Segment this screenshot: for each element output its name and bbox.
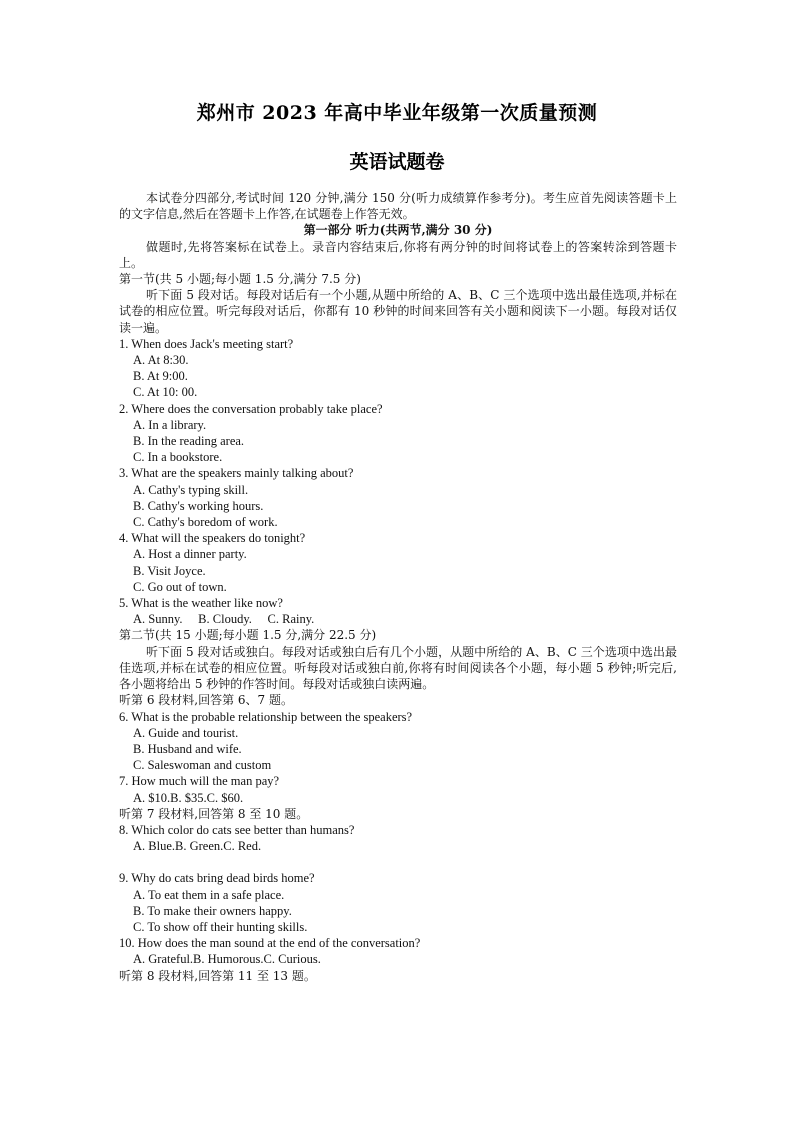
options-inline: A. Grateful.B. Humorous.C. Curious. [133,952,321,967]
exam-body [119,190,677,984]
option-a: A. Sunny. [133,612,183,627]
option-c: C. To show off their hunting skills. [133,919,308,934]
question-stem: 1. When does Jack's meeting start? [119,336,294,351]
exam-title: 郑州市 2023 年高中毕业年级第一次质量预测 [196,102,598,124]
option-a: A. Guide and tourist. [133,725,239,740]
material-note: 听第 7 段材料,回答第 8 至 10 题。 [119,806,309,821]
intro-paragraph: 本试卷分四部分,考试时间 120 分钟,满分 150 分(听力成绩算作参考分)。考生应首先阅读答题卡上的文字信息,然后在答题卡上作答,在试题卷上作答无效。 [119,191,677,222]
question-stem: 10. How does the man sound at the end of the conversation? [119,936,421,951]
option-c: C. Saleswoman and custom [133,758,272,773]
option-a: A. To eat them in a safe place. [133,887,285,902]
section1-instruction: 听下面 5 段对话。每段对话后有一个小题,从题中所给的 A、B、C 三个选项中选出最佳选项,并标在试卷的相应位置。听完每段对话后，你都有 10 秒钟的时间来回答有关小题和阅读下一小题。每段对话仅读一遍。 [119,288,677,335]
option-a: A. Cathy's typing skill. [133,482,249,497]
section2-heading: 第二节(共 15 小题;每小题 1.5 分,满分 22.5 分) [119,628,377,643]
question-stem: 9. Why do cats bring dead birds home? [119,871,315,886]
option-a: A. In a library. [133,417,207,432]
question-stem: 4. What will the speakers do tonight? [119,531,306,546]
options-inline: A. Blue.B. Green.C. Red. [133,839,262,854]
question-stem: 8. Which color do cats see better than humans? [119,822,355,837]
option-c: C. In a bookstore. [133,450,223,465]
question-stem: 7. How much will the man pay? [119,774,280,789]
material-note: 听第 6 段材料,回答第 6、7 题。 [119,693,293,708]
option-a: A. Host a dinner party. [133,547,247,562]
part1-heading: 第一部分 听力(共两节,满分 30 分) [303,223,493,238]
option-a: A. At 8:30. [133,353,189,368]
option-b: B. At 9:00. [133,369,188,384]
blank-line [119,854,677,870]
section2-instruction: 听下面 5 段对话或独白。每段对话或独白后有几个小题，从题中所给的 A、B、C 三个选项中选出最佳选项,并标在试卷的相应位置。听每段对话或独白前,你将有时间阅读各个小题，每小题 5 秒钟;听完后,各小题将给出 5 秒钟的作答时间。每段对话或独白读两遍。 [119,644,677,692]
option-c: C. Rainy. [267,612,315,627]
option-b: B. Cathy's working hours. [133,498,264,513]
option-b: B. Cloudy. [198,612,252,627]
question-stem: 5. What is the weather like now? [119,596,283,611]
question-stem: 6. What is the probable relationship between the speakers? [119,709,413,724]
question-stem: 2. Where does the conversation probably take place? [119,401,383,416]
option-b: B. In the reading area. [133,434,245,449]
options-inline: A. $10.B. $35.C. $60. [133,790,244,805]
question-stem: 3. What are the speakers mainly talking about? [119,466,354,481]
option-b: B. Visit Joyce. [133,563,206,578]
material-note: 听第 8 段材料,回答第 11 至 13 题。 [119,968,316,983]
option-b: B. To make their owners happy. [133,903,292,918]
exam-subtitle: 英语试题卷 [349,151,445,173]
option-c: C. At 10: 00. [133,385,198,400]
part1-instruction: 做题时,先将答案标在试卷上。录音内容结束后,你将有两分钟的时间将试卷上的答案转涂到答题卡上。 [119,239,677,270]
section1-heading: 第一节(共 5 小题;每小题 1.5 分,满分 7.5 分) [119,272,361,287]
option-b: B. Husband and wife. [133,741,242,756]
option-c: C. Go out of town. [133,579,227,594]
options-inline [119,611,677,627]
option-c: C. Cathy's boredom of work. [133,515,278,530]
